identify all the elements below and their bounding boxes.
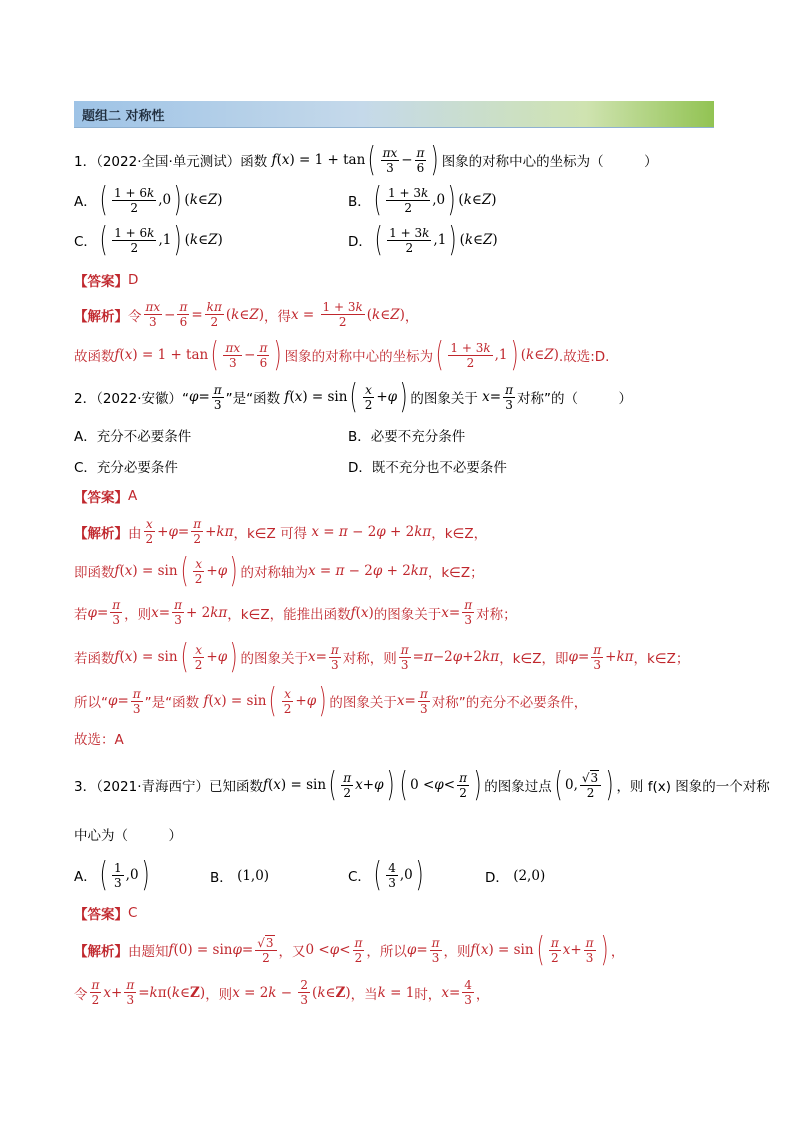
q3-analysis-1: 【解析】 由题知 f (0) = sin φ = $\frac{√3}{2}$ ，又 0 < φ < $\frac{\pi}{2}$ ，所以 φ = $\frac{\pi}{3}$ ，则 f ( x ) = sin ( $\frac{\pi}{2}$ x + $\frac{\pi}{3}$ ) ，: [74, 930, 625, 970]
q3-option-d[interactable]: D． (2,0): [485, 868, 546, 886]
q1-analysis-1: 【解析】 令 $\frac{\pi x}{3}$ − $\frac{\pi}{6}$ = $\frac{k\pi}{2}$ ( k ∈ Z ) ，得 x = $\frac{1 + 3k}{2}$ ( k ∈ Z ) ，: [74, 300, 419, 329]
q1-option-d[interactable]: D． ( $\frac{1 + 3k}{2}$ ,1 ) ( k ∈ Z ): [348, 220, 498, 260]
section-title: 题组二 对称性: [82, 109, 165, 124]
q2-option-b[interactable]: B．必要不充分条件: [348, 429, 466, 445]
q3-analysis-2: 令 $\frac{\pi}{2}$ x + $\frac{\pi}{3}$ = k π( k ∈ Z ) ，则 x = 2 k − $\frac{2}{3}$ ( k ∈ Z ) ，当 k = 1 时， x = $\frac{4}{3}$ ，: [74, 978, 490, 1007]
section-banner: [74, 101, 714, 128]
q1-option-c[interactable]: C． ( $\frac{1 + 6k}{2}$ ,1 ) ( k ∈ Z ): [74, 220, 223, 260]
q3-option-b[interactable]: B． (1,0): [210, 868, 270, 886]
q2-option-c[interactable]: C．充分必要条件: [74, 460, 178, 476]
q1-stem: 1．（2022·全国·单元测试）函数 f ( x ) = 1 + tan ( $\frac{\pi x}{3}$ − $\frac{\pi}{6}$ ) 图象的对称中心的坐标为（ ）: [74, 140, 658, 180]
q3-option-c[interactable]: C． ( $\frac{4}{3}$ ,0 ): [348, 855, 424, 895]
q2-stem: 2．（2022·安徽）“ φ = $\frac{\pi}{3}$ ”是“函数 f ( x ) = sin ( $\frac{x}{2}$ + φ ) 的图象关于 x = $\frac{\pi}{3}$ 对称”的（ ）: [74, 377, 632, 417]
q1-option-a[interactable]: A． ( $\frac{1 + 6k}{2}$ ,0 ) ( k ∈ Z ): [74, 180, 223, 220]
q3-answer: 【答案】 C: [74, 905, 138, 923]
q1-option-b[interactable]: B． ( $\frac{1 + 3k}{2}$ ,0 ) ( k ∈ Z ): [348, 180, 497, 220]
q2-answer: 【答案】 A: [74, 488, 138, 506]
q2-analysis-5: 所以“ φ = $\frac{\pi}{3}$ ”是“函数 f ( x ) = sin ( $\frac{x}{2}$ + φ ) 的图象关于 x = $\frac{\pi}{3}$ 对称”的充分不必要条件，: [74, 681, 588, 721]
q1-analysis-2: 故函数 f ( x ) = 1 + tan ( $\frac{\pi x}{3}$ − $\frac{\pi}{6}$ ) 图象的对称中心的坐标为 ( $\frac{1 + 3k}{2}$ ,1 ) ( k ∈ Z ) .故选:D.: [74, 335, 610, 375]
q2-analysis-6: 故选：A: [74, 732, 124, 748]
q2-option-a[interactable]: A．充分不必要条件: [74, 429, 192, 445]
q2-analysis-1: 【解析】 由 $\frac{x}{2}$ + φ = $\frac{\pi}{2}$ + kπ ，k∈Z 可得 x = π − 2 φ + 2 kπ ，k∈Z，: [74, 517, 488, 546]
q3-option-a[interactable]: A． ( $\frac{1}{3}$ ,0 ): [74, 855, 150, 895]
q2-analysis-3: 若 φ = $\frac{\pi}{3}$ ，则 x = $\frac{\pi}{3}$ + 2 kπ ，k∈Z，能推出函数 f ( x ) 的图象关于 x = $\frac{\pi}{3}$ 对称；: [74, 598, 517, 627]
q3-stem-line2: 中心为（ ）: [74, 828, 182, 844]
q2-analysis-2: 即函数 f ( x ) = sin ( $\frac{x}{2}$ + φ ) 的对称轴为 x = π − 2 φ + 2 kπ ，k∈Z；: [74, 551, 484, 591]
q2-option-d[interactable]: D．既不充分也不必要条件: [348, 460, 507, 476]
q2-analysis-4: 若函数 f ( x ) = sin ( $\frac{x}{2}$ + φ ) 的图象关于 x = $\frac{\pi}{3}$ 对称，则 $\frac{\pi}{3}$ = π −2 φ +2 kπ ，k∈Z，即 φ = $\frac{\pi}{3}$ + kπ ，k∈Z；: [74, 637, 690, 677]
q1-answer: 【答案】 D: [74, 272, 139, 290]
q3-stem: 3．（2021·青海西宁）已知函数 f ( x ) = sin ( $\frac{\pi}{2}$ x + φ ) ( 0 < φ < $\frac{\pi}{2}$ ) 的图象过点 ( 0, $\frac{√3}{2}$ ) ，则 f(x) 图象的一个对称: [74, 765, 770, 805]
